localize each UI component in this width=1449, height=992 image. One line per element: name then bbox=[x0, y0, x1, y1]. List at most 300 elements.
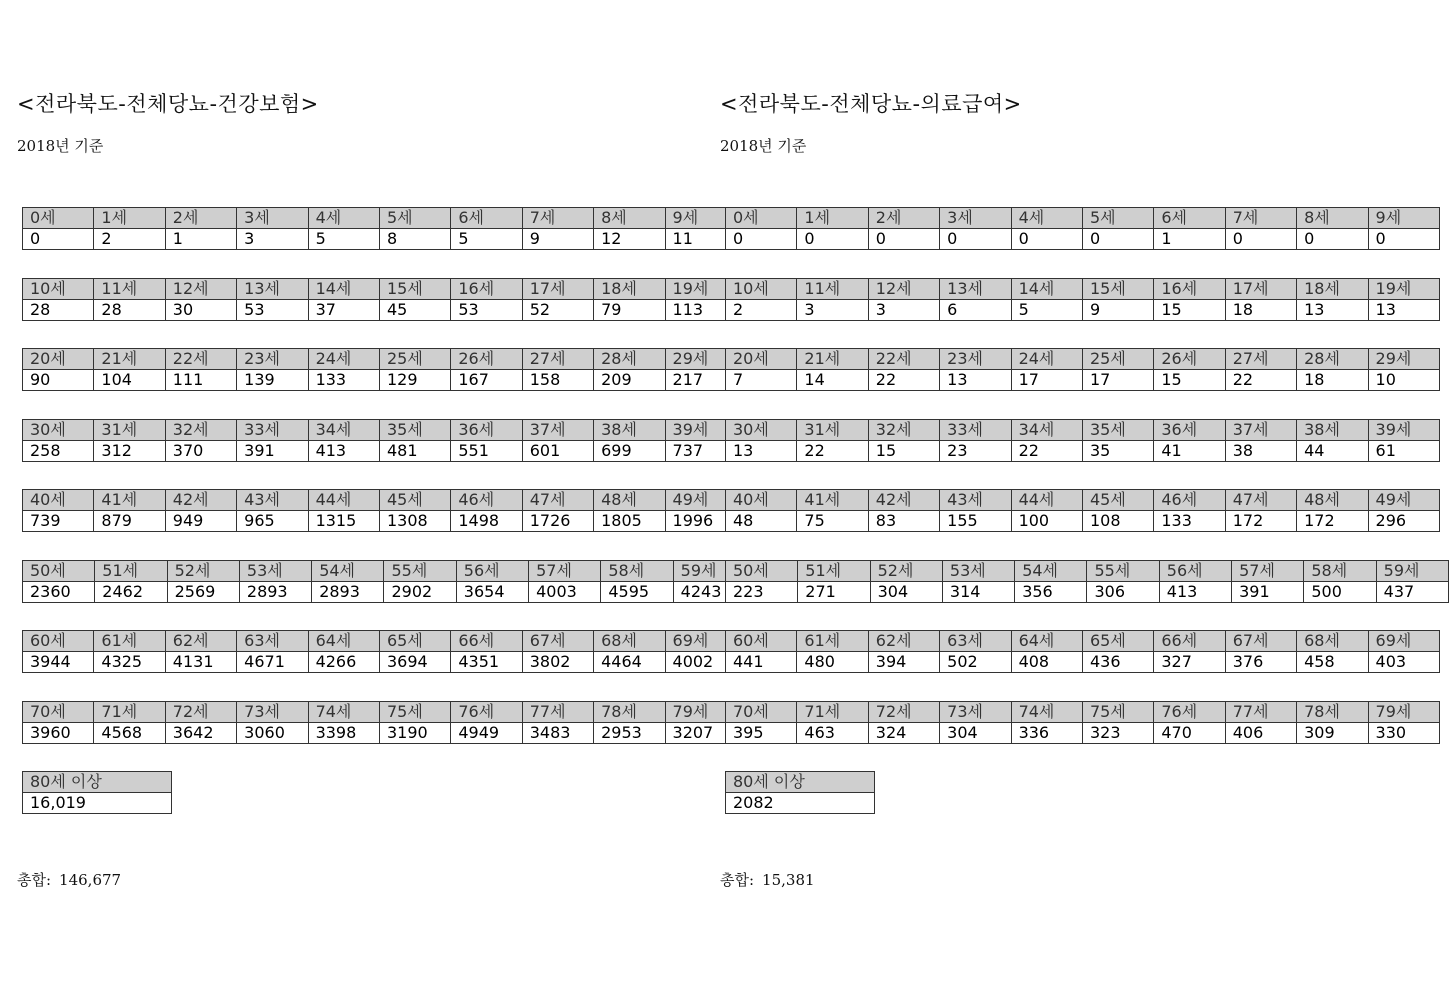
count-row bbox=[726, 582, 1449, 603]
age-label-cell: 61세 bbox=[797, 631, 868, 652]
panel-medical-aid bbox=[703, 0, 1420, 992]
count-cell: 0 bbox=[1225, 229, 1296, 250]
age-label-cell: 51세 bbox=[798, 561, 870, 582]
count-cell: 0 bbox=[1368, 229, 1439, 250]
count-cell: 3 bbox=[237, 229, 308, 250]
age-label-cell: 4세 bbox=[1011, 208, 1082, 229]
count-row bbox=[23, 300, 737, 321]
count-cell: 15 bbox=[1154, 300, 1225, 321]
age-label-cell: 29세 bbox=[1368, 349, 1439, 370]
age-header-row bbox=[23, 420, 737, 441]
age-label-cell: 66세 bbox=[451, 631, 522, 652]
count-cell: 9 bbox=[522, 229, 593, 250]
age-label-cell: 41세 bbox=[797, 490, 868, 511]
count-cell: 217 bbox=[665, 370, 736, 391]
age-header-row bbox=[726, 561, 1449, 582]
count-cell: 0 bbox=[23, 229, 94, 250]
count-row bbox=[23, 582, 746, 603]
age-header-row bbox=[726, 702, 1440, 723]
count-cell: 441 bbox=[726, 652, 797, 673]
count-cell: 965 bbox=[237, 511, 308, 532]
age-label-cell: 73세 bbox=[940, 702, 1011, 723]
count-cell: 500 bbox=[1304, 582, 1376, 603]
total-line bbox=[720, 869, 815, 890]
age-label-cell: 24세 bbox=[308, 349, 379, 370]
age-label-cell: 44세 bbox=[308, 490, 379, 511]
age-label-cell: 68세 bbox=[594, 631, 665, 652]
panel-subtitle: 2018년 기준 bbox=[17, 137, 104, 155]
age-group-table bbox=[22, 630, 737, 673]
count-cell: 22 bbox=[1225, 370, 1296, 391]
age-header-row bbox=[23, 561, 746, 582]
age-label-cell: 64세 bbox=[1011, 631, 1082, 652]
age-label-cell: 78세 bbox=[594, 702, 665, 723]
age-header-row bbox=[23, 490, 737, 511]
age-label-cell: 14세 bbox=[1011, 279, 1082, 300]
age-label-cell: 13세 bbox=[940, 279, 1011, 300]
count-cell: 879 bbox=[94, 511, 165, 532]
count-cell: 104 bbox=[94, 370, 165, 391]
age-group-table bbox=[22, 560, 746, 603]
age-header-row bbox=[726, 420, 1440, 441]
count-cell: 2462 bbox=[95, 582, 167, 603]
age-group-table bbox=[22, 348, 737, 391]
age-label-cell: 41세 bbox=[94, 490, 165, 511]
count-cell: 481 bbox=[379, 441, 450, 462]
age-label-cell: 46세 bbox=[451, 490, 522, 511]
over-80-table bbox=[725, 771, 875, 814]
count-cell: 2902 bbox=[384, 582, 456, 603]
age-label-cell: 11세 bbox=[94, 279, 165, 300]
count-cell: 4464 bbox=[594, 652, 665, 673]
count-cell: 4003 bbox=[529, 582, 601, 603]
age-label-cell: 60세 bbox=[23, 631, 94, 652]
count-cell: 403 bbox=[1368, 652, 1439, 673]
age-label-cell: 31세 bbox=[797, 420, 868, 441]
count-cell: 3 bbox=[797, 300, 868, 321]
count-cell: 356 bbox=[1015, 582, 1087, 603]
count-cell: 306 bbox=[1087, 582, 1159, 603]
age-label-cell: 42세 bbox=[868, 490, 939, 511]
count-cell: 391 bbox=[237, 441, 308, 462]
age-label-cell: 56세 bbox=[456, 561, 528, 582]
age-label-cell: 56세 bbox=[1159, 561, 1231, 582]
age-label-cell: 79세 bbox=[1368, 702, 1439, 723]
age-label-cell: 15세 bbox=[1082, 279, 1153, 300]
age-group-table bbox=[22, 419, 737, 462]
age-label-cell: 27세 bbox=[522, 349, 593, 370]
count-cell: 0 bbox=[726, 229, 797, 250]
age-label-cell: 26세 bbox=[451, 349, 522, 370]
count-cell: 376 bbox=[1225, 652, 1296, 673]
count-cell: 370 bbox=[165, 441, 236, 462]
age-label-cell: 39세 bbox=[665, 420, 736, 441]
age-label-cell: 19세 bbox=[1368, 279, 1439, 300]
count-cell: 601 bbox=[522, 441, 593, 462]
age-label-cell: 3세 bbox=[237, 208, 308, 229]
count-cell: 61 bbox=[1368, 441, 1439, 462]
age-label-cell: 32세 bbox=[165, 420, 236, 441]
age-label-cell: 1세 bbox=[797, 208, 868, 229]
count-cell: 133 bbox=[308, 370, 379, 391]
count-cell: 133 bbox=[1154, 511, 1225, 532]
count-cell: 3802 bbox=[522, 652, 593, 673]
age-label-cell: 69세 bbox=[1368, 631, 1439, 652]
count-cell: 37 bbox=[308, 300, 379, 321]
age-label-cell: 17세 bbox=[1225, 279, 1296, 300]
count-cell: 3654 bbox=[456, 582, 528, 603]
count-cell: 5 bbox=[308, 229, 379, 250]
age-label-cell: 40세 bbox=[726, 490, 797, 511]
age-label-cell: 70세 bbox=[726, 702, 797, 723]
count-cell: 739 bbox=[23, 511, 94, 532]
count-cell: 2360 bbox=[23, 582, 95, 603]
count-cell: 223 bbox=[726, 582, 798, 603]
age-label-cell: 16세 bbox=[451, 279, 522, 300]
age-label-cell: 7세 bbox=[522, 208, 593, 229]
count-row bbox=[23, 441, 737, 462]
age-label-cell: 33세 bbox=[237, 420, 308, 441]
count-row bbox=[726, 511, 1440, 532]
count-cell: 28 bbox=[23, 300, 94, 321]
age-label-cell: 8세 bbox=[1297, 208, 1368, 229]
age-label-cell: 73세 bbox=[237, 702, 308, 723]
age-header-row bbox=[726, 490, 1440, 511]
age-label-cell: 36세 bbox=[1154, 420, 1225, 441]
count-cell: 167 bbox=[451, 370, 522, 391]
count-cell: 15 bbox=[868, 441, 939, 462]
age-label-cell: 3세 bbox=[940, 208, 1011, 229]
count-cell: 0 bbox=[1011, 229, 1082, 250]
age-group-table bbox=[22, 207, 737, 250]
count-cell: 3483 bbox=[522, 723, 593, 744]
over-80-value-row bbox=[726, 793, 875, 814]
count-cell: 3398 bbox=[308, 723, 379, 744]
count-cell: 83 bbox=[868, 511, 939, 532]
count-cell: 1498 bbox=[451, 511, 522, 532]
age-label-cell: 6세 bbox=[1154, 208, 1225, 229]
age-header-row bbox=[23, 349, 737, 370]
count-cell: 2 bbox=[94, 229, 165, 250]
panel-title: <전라북도-전체당뇨-건강보험> bbox=[17, 92, 319, 116]
age-label-cell: 57세 bbox=[1232, 561, 1304, 582]
count-cell: 2893 bbox=[312, 582, 384, 603]
count-cell: 139 bbox=[237, 370, 308, 391]
panel-subtitle: 2018년 기준 bbox=[720, 137, 807, 155]
total-line bbox=[17, 869, 121, 890]
age-label-cell: 2세 bbox=[165, 208, 236, 229]
count-cell: 949 bbox=[165, 511, 236, 532]
count-cell: 53 bbox=[451, 300, 522, 321]
age-label-cell: 35세 bbox=[379, 420, 450, 441]
age-label-cell: 70세 bbox=[23, 702, 94, 723]
count-cell: 172 bbox=[1225, 511, 1296, 532]
count-cell: 502 bbox=[940, 652, 1011, 673]
age-header-row bbox=[726, 208, 1440, 229]
count-cell: 437 bbox=[1376, 582, 1448, 603]
count-cell: 3190 bbox=[379, 723, 450, 744]
count-cell: 158 bbox=[522, 370, 593, 391]
age-label-cell: 58세 bbox=[1304, 561, 1376, 582]
age-label-cell: 21세 bbox=[797, 349, 868, 370]
age-label-cell: 36세 bbox=[451, 420, 522, 441]
age-label-cell: 40세 bbox=[23, 490, 94, 511]
count-cell: 395 bbox=[726, 723, 797, 744]
age-label-cell: 34세 bbox=[1011, 420, 1082, 441]
age-label-cell: 65세 bbox=[1082, 631, 1153, 652]
age-label-cell: 6세 bbox=[451, 208, 522, 229]
count-cell: 30 bbox=[165, 300, 236, 321]
age-group-table bbox=[725, 419, 1440, 462]
age-label-cell: 17세 bbox=[522, 279, 593, 300]
count-cell: 108 bbox=[1082, 511, 1153, 532]
age-label-cell: 8세 bbox=[594, 208, 665, 229]
count-cell: 22 bbox=[1011, 441, 1082, 462]
count-row bbox=[23, 370, 737, 391]
count-cell: 1308 bbox=[379, 511, 450, 532]
count-cell: 408 bbox=[1011, 652, 1082, 673]
age-header-row bbox=[726, 349, 1440, 370]
age-label-cell: 68세 bbox=[1297, 631, 1368, 652]
age-label-cell: 37세 bbox=[522, 420, 593, 441]
count-cell: 4131 bbox=[165, 652, 236, 673]
age-group-table bbox=[725, 278, 1440, 321]
age-label-cell: 55세 bbox=[384, 561, 456, 582]
age-label-cell: 34세 bbox=[308, 420, 379, 441]
count-cell: 90 bbox=[23, 370, 94, 391]
age-label-cell: 77세 bbox=[1225, 702, 1296, 723]
age-header-row bbox=[23, 702, 737, 723]
count-cell: 737 bbox=[665, 441, 736, 462]
age-label-cell: 12세 bbox=[868, 279, 939, 300]
age-label-cell: 58세 bbox=[601, 561, 673, 582]
count-cell: 75 bbox=[797, 511, 868, 532]
count-cell: 0 bbox=[868, 229, 939, 250]
age-label-cell: 76세 bbox=[451, 702, 522, 723]
age-label-cell: 18세 bbox=[594, 279, 665, 300]
age-header-row bbox=[23, 279, 737, 300]
count-cell: 53 bbox=[237, 300, 308, 321]
count-cell: 48 bbox=[726, 511, 797, 532]
age-label-cell: 27세 bbox=[1225, 349, 1296, 370]
count-cell: 304 bbox=[940, 723, 1011, 744]
count-cell: 324 bbox=[868, 723, 939, 744]
count-row bbox=[726, 229, 1440, 250]
age-label-cell: 39세 bbox=[1368, 420, 1439, 441]
age-header-row bbox=[23, 631, 737, 652]
age-label-cell: 49세 bbox=[665, 490, 736, 511]
age-label-cell: 1세 bbox=[94, 208, 165, 229]
age-label-cell: 52세 bbox=[167, 561, 239, 582]
age-label-cell: 65세 bbox=[379, 631, 450, 652]
age-label-cell: 23세 bbox=[237, 349, 308, 370]
age-label-cell: 72세 bbox=[868, 702, 939, 723]
count-cell: 4671 bbox=[237, 652, 308, 673]
over-80-header-row bbox=[23, 772, 172, 793]
count-cell: 172 bbox=[1297, 511, 1368, 532]
age-label-cell: 28세 bbox=[1297, 349, 1368, 370]
age-label-cell: 71세 bbox=[94, 702, 165, 723]
age-label-cell: 49세 bbox=[1368, 490, 1439, 511]
age-label-cell: 46세 bbox=[1154, 490, 1225, 511]
age-label-cell: 52세 bbox=[870, 561, 942, 582]
age-group-table bbox=[725, 489, 1440, 532]
age-label-cell: 76세 bbox=[1154, 702, 1225, 723]
count-cell: 13 bbox=[1297, 300, 1368, 321]
age-label-cell: 9세 bbox=[1368, 208, 1439, 229]
count-cell: 394 bbox=[868, 652, 939, 673]
count-row bbox=[726, 723, 1440, 744]
age-label-cell: 45세 bbox=[379, 490, 450, 511]
count-row bbox=[23, 511, 737, 532]
count-cell: 155 bbox=[940, 511, 1011, 532]
age-label-cell: 20세 bbox=[23, 349, 94, 370]
count-row bbox=[726, 300, 1440, 321]
count-cell: 44 bbox=[1297, 441, 1368, 462]
count-cell: 4266 bbox=[308, 652, 379, 673]
age-label-cell: 78세 bbox=[1297, 702, 1368, 723]
age-label-cell: 67세 bbox=[522, 631, 593, 652]
count-cell: 111 bbox=[165, 370, 236, 391]
count-row bbox=[23, 723, 737, 744]
count-cell: 17 bbox=[1082, 370, 1153, 391]
age-label-cell: 10세 bbox=[726, 279, 797, 300]
count-cell: 18 bbox=[1297, 370, 1368, 391]
total-value: 146,677 bbox=[59, 871, 122, 889]
count-cell: 3960 bbox=[23, 723, 94, 744]
age-label-cell: 72세 bbox=[165, 702, 236, 723]
age-label-cell: 47세 bbox=[1225, 490, 1296, 511]
age-label-cell: 59세 bbox=[673, 561, 745, 582]
age-label-cell: 64세 bbox=[308, 631, 379, 652]
age-label-cell: 11세 bbox=[797, 279, 868, 300]
age-label-cell: 5세 bbox=[1082, 208, 1153, 229]
age-label-cell: 66세 bbox=[1154, 631, 1225, 652]
count-cell: 3 bbox=[868, 300, 939, 321]
count-cell: 551 bbox=[451, 441, 522, 462]
age-label-cell: 10세 bbox=[23, 279, 94, 300]
age-label-cell: 62세 bbox=[165, 631, 236, 652]
age-header-row bbox=[23, 208, 737, 229]
over-80-table bbox=[22, 771, 172, 814]
count-cell: 0 bbox=[1297, 229, 1368, 250]
count-cell: 323 bbox=[1082, 723, 1153, 744]
count-cell: 5 bbox=[1011, 300, 1082, 321]
age-label-cell: 25세 bbox=[1082, 349, 1153, 370]
age-label-cell: 13세 bbox=[237, 279, 308, 300]
count-cell: 413 bbox=[1159, 582, 1231, 603]
age-label-cell: 4세 bbox=[308, 208, 379, 229]
age-label-cell: 30세 bbox=[23, 420, 94, 441]
count-cell: 2569 bbox=[167, 582, 239, 603]
count-cell: 391 bbox=[1232, 582, 1304, 603]
count-cell: 13 bbox=[1368, 300, 1439, 321]
age-label-cell: 22세 bbox=[165, 349, 236, 370]
age-label-cell: 2세 bbox=[868, 208, 939, 229]
age-label-cell: 20세 bbox=[726, 349, 797, 370]
age-label-cell: 71세 bbox=[797, 702, 868, 723]
age-label-cell: 18세 bbox=[1297, 279, 1368, 300]
count-cell: 327 bbox=[1154, 652, 1225, 673]
age-label-cell: 61세 bbox=[94, 631, 165, 652]
count-cell: 271 bbox=[798, 582, 870, 603]
count-cell: 2953 bbox=[594, 723, 665, 744]
age-label-cell: 50세 bbox=[23, 561, 95, 582]
count-cell: 5 bbox=[451, 229, 522, 250]
count-cell: 15 bbox=[1154, 370, 1225, 391]
total-label: 총합: bbox=[720, 871, 755, 889]
count-cell: 22 bbox=[868, 370, 939, 391]
age-label-cell: 59세 bbox=[1376, 561, 1448, 582]
age-group-table bbox=[725, 560, 1449, 603]
count-cell: 13 bbox=[940, 370, 1011, 391]
count-cell: 470 bbox=[1154, 723, 1225, 744]
count-cell: 209 bbox=[594, 370, 665, 391]
age-label-cell: 5세 bbox=[379, 208, 450, 229]
count-cell: 1996 bbox=[665, 511, 736, 532]
count-cell: 8 bbox=[379, 229, 450, 250]
count-cell: 1315 bbox=[308, 511, 379, 532]
age-label-cell: 63세 bbox=[940, 631, 1011, 652]
count-cell: 0 bbox=[797, 229, 868, 250]
count-cell: 100 bbox=[1011, 511, 1082, 532]
count-cell: 35 bbox=[1082, 441, 1153, 462]
age-group-table bbox=[725, 630, 1440, 673]
count-cell: 41 bbox=[1154, 441, 1225, 462]
count-row bbox=[23, 229, 737, 250]
age-group-table bbox=[22, 489, 737, 532]
over-80-label: 80세 이상 bbox=[726, 772, 875, 793]
count-cell: 312 bbox=[94, 441, 165, 462]
age-label-cell: 53세 bbox=[239, 561, 311, 582]
over-80-value: 2082 bbox=[726, 793, 875, 814]
panel-title: <전라북도-전체당뇨-의료급여> bbox=[720, 92, 1022, 116]
count-cell: 17 bbox=[1011, 370, 1082, 391]
age-label-cell: 45세 bbox=[1082, 490, 1153, 511]
age-label-cell: 67세 bbox=[1225, 631, 1296, 652]
count-cell: 52 bbox=[522, 300, 593, 321]
over-80-value: 16,019 bbox=[23, 793, 172, 814]
count-cell: 2893 bbox=[239, 582, 311, 603]
count-cell: 1 bbox=[165, 229, 236, 250]
count-cell: 113 bbox=[665, 300, 736, 321]
count-cell: 28 bbox=[94, 300, 165, 321]
age-label-cell: 44세 bbox=[1011, 490, 1082, 511]
age-label-cell: 43세 bbox=[237, 490, 308, 511]
age-label-cell: 74세 bbox=[1011, 702, 1082, 723]
age-label-cell: 75세 bbox=[1082, 702, 1153, 723]
age-label-cell: 77세 bbox=[522, 702, 593, 723]
age-label-cell: 69세 bbox=[665, 631, 736, 652]
count-row bbox=[23, 652, 737, 673]
panel-health-insurance bbox=[0, 0, 722, 992]
count-cell: 12 bbox=[594, 229, 665, 250]
count-cell: 296 bbox=[1368, 511, 1439, 532]
count-cell: 4949 bbox=[451, 723, 522, 744]
age-label-cell: 57세 bbox=[529, 561, 601, 582]
age-label-cell: 32세 bbox=[868, 420, 939, 441]
count-cell: 314 bbox=[942, 582, 1014, 603]
count-cell: 309 bbox=[1297, 723, 1368, 744]
over-80-value-row bbox=[23, 793, 172, 814]
age-label-cell: 55세 bbox=[1087, 561, 1159, 582]
age-group-table bbox=[725, 207, 1440, 250]
age-label-cell: 75세 bbox=[379, 702, 450, 723]
count-cell: 463 bbox=[797, 723, 868, 744]
count-row bbox=[726, 441, 1440, 462]
count-cell: 258 bbox=[23, 441, 94, 462]
count-cell: 0 bbox=[940, 229, 1011, 250]
